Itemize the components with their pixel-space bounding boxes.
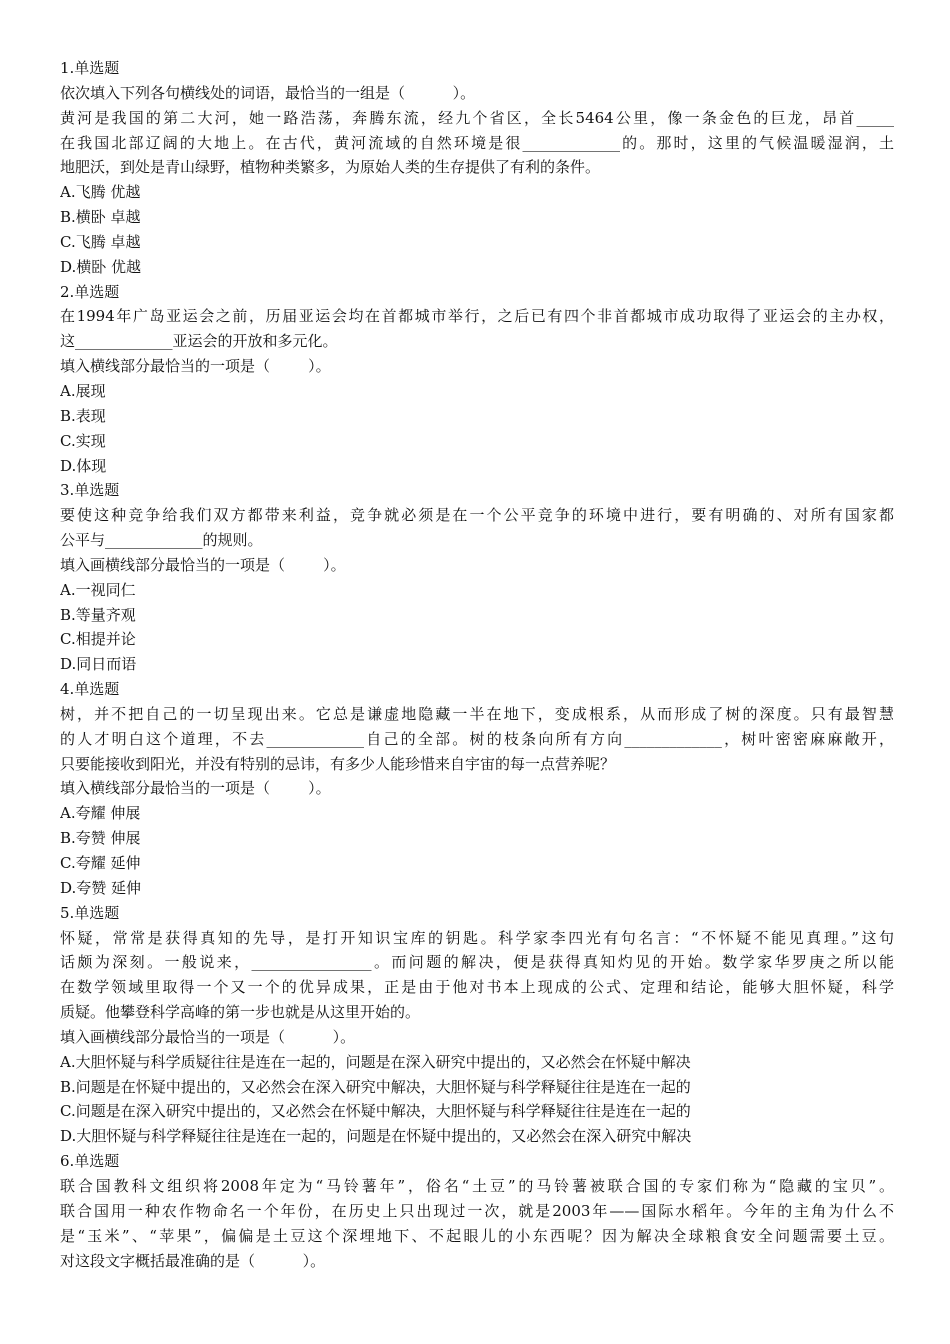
question-header: 2.单选题 xyxy=(60,282,120,301)
answer-option: B.表现 xyxy=(60,406,106,425)
answer-option: C.飞腾 卓越 xyxy=(60,232,141,251)
question-stem-line: 联合国用一种农作物命名一个年份，在历史上只出现过一次，就是2003年——国际水稻年。今年的主角为什么不 xyxy=(60,1201,894,1220)
question-stem-line: 联合国教科文组织将2008年定为“马铃薯年”，俗名“土豆”的马铃薯被联合国的专家们称为“隐藏的宝贝”。 xyxy=(60,1176,894,1195)
question-block xyxy=(60,478,894,677)
answer-option: A.大胆怀疑与科学质疑往往是连在一起的，问题是在深入研究中提出的，又必然会在怀疑中解决 xyxy=(60,1052,691,1071)
answer-option: D.大胆怀疑与科学释疑往往是连在一起的，问题是在怀疑中提出的，又必然会在深入研究中解决 xyxy=(60,1127,692,1146)
question-header: 5.单选题 xyxy=(60,903,120,922)
answer-option: B.夸赞 伸展 xyxy=(60,829,141,848)
answer-option: A.飞腾 优越 xyxy=(60,183,141,202)
answer-option: C.相提并论 xyxy=(60,630,136,649)
question-stem-line: 只要能接收到阳光，并没有特别的忌讳，有多少人能珍惜来自宇宙的每一点营养呢？ xyxy=(60,754,616,773)
question-stem-line: 对这段文字概括最准确的是（ ）。 xyxy=(60,1251,326,1270)
answer-option: D.同日而语 xyxy=(60,655,137,674)
answer-option: D.横卧 优越 xyxy=(60,257,142,276)
question-block xyxy=(60,677,894,901)
question-stem-line: 填入画横线部分最恰当的一项是（ ）。 xyxy=(60,555,346,574)
question-stem-line: 话颇为深刻。一般说来，________________。而问题的解决，便是获得真知灼见的开始。数学家华罗庚之所以能 xyxy=(60,953,894,972)
question-stem-line: 的人才明白这个道理，不去_____________自己的全部。树的枝条向所有方向_____________，树叶密密麻麻敞开， xyxy=(60,729,894,748)
question-block xyxy=(60,901,894,1149)
question-stem-line: 填入横线部分最恰当的一项是（ ）。 xyxy=(60,357,331,376)
question-list xyxy=(60,56,894,1273)
answer-option: A.夸耀 伸展 xyxy=(60,804,141,823)
answer-option: B.等量齐观 xyxy=(60,605,136,624)
question-block xyxy=(60,56,894,280)
question-stem-line: 要使这种竞争给我们双方都带来利益，竞争就必须是在一个公平竞争的环境中进行，要有明确的、对所有国家都 xyxy=(60,506,894,525)
question-stem-line: 填入横线部分最恰当的一项是（ ）。 xyxy=(60,779,331,798)
question-stem-line: 在数学领域里取得一个又一个的优异成果，正是由于他对书本上现成的公式、定理和结论，能够大胆怀疑，科学 xyxy=(60,978,894,997)
question-header: 3.单选题 xyxy=(60,481,120,500)
question-header: 6.单选题 xyxy=(60,1152,120,1171)
question-stem-line: 依次填入下列各句横线处的词语，最恰当的一组是（ ）。 xyxy=(60,83,476,102)
question-stem-line: 质疑。他攀登科学高峰的第一步也就是从这里开始的。 xyxy=(60,1003,421,1022)
answer-option: B.问题是在怀疑中提出的，又必然会在深入研究中解决，大胆怀疑与科学释疑往往是连在一起的 xyxy=(60,1077,691,1096)
question-stem-line: 在我国北部辽阔的大地上。在古代，黄河流域的自然环境是很_____________的。那时，这里的气候温暖湿润，土 xyxy=(60,133,894,152)
question-stem-line: 地肥沃，到处是青山绿野，植物种类繁多，为原始人类的生存提供了有利的条件。 xyxy=(60,158,601,177)
answer-option: C.问题是在深入研究中提出的，又必然会在怀疑中解决，大胆怀疑与科学释疑往往是连在一起的 xyxy=(60,1102,691,1121)
question-block xyxy=(60,1149,894,1273)
answer-option: D.夸赞 延伸 xyxy=(60,878,142,897)
question-stem-line: 怀疑，常常是获得真知的先导，是打开知识宝库的钥匙。科学家李四光有句名言：“不怀疑不能见真理。”这句 xyxy=(60,928,894,947)
question-stem-line: 这_____________亚运会的开放和多元化。 xyxy=(60,332,338,351)
question-stem-line: 在1994年广岛亚运会之前，历届亚运会均在首都城市举行，之后已有四个非首都城市成功取得了亚运会的主办权， xyxy=(60,307,894,326)
answer-option: C.实现 xyxy=(60,431,106,450)
question-stem-line: 树，并不把自己的一切呈现出来。它总是谦虚地隐藏一半在地下，变成根系，从而形成了树的深度。只有最智慧 xyxy=(60,704,894,723)
question-header: 4.单选题 xyxy=(60,680,120,699)
question-stem-line: 是“玉米”、“苹果”，偏偏是土豆这个深埋地下、不起眼儿的小东西呢？因为解决全球粮食安全问题需要土豆。 xyxy=(60,1226,894,1245)
question-stem-line: 黄河是我国的第二大河，她一路浩荡，奔腾东流，经九个省区，全长5464公里，像一条金色的巨龙，昂首_____ xyxy=(60,108,894,127)
question-stem-line: 填入画横线部分最恰当的一项是（ ）。 xyxy=(60,1027,356,1046)
answer-option: A.展现 xyxy=(60,381,106,400)
question-header: 1.单选题 xyxy=(60,59,120,77)
answer-option: C.夸耀 延伸 xyxy=(60,854,141,872)
question-stem-line: 公平与_____________的规则。 xyxy=(60,531,263,550)
question-block xyxy=(60,280,894,479)
answer-option: A.一视同仁 xyxy=(60,580,136,599)
answer-option: B.横卧 卓越 xyxy=(60,208,141,227)
answer-option: D.体现 xyxy=(60,456,107,475)
